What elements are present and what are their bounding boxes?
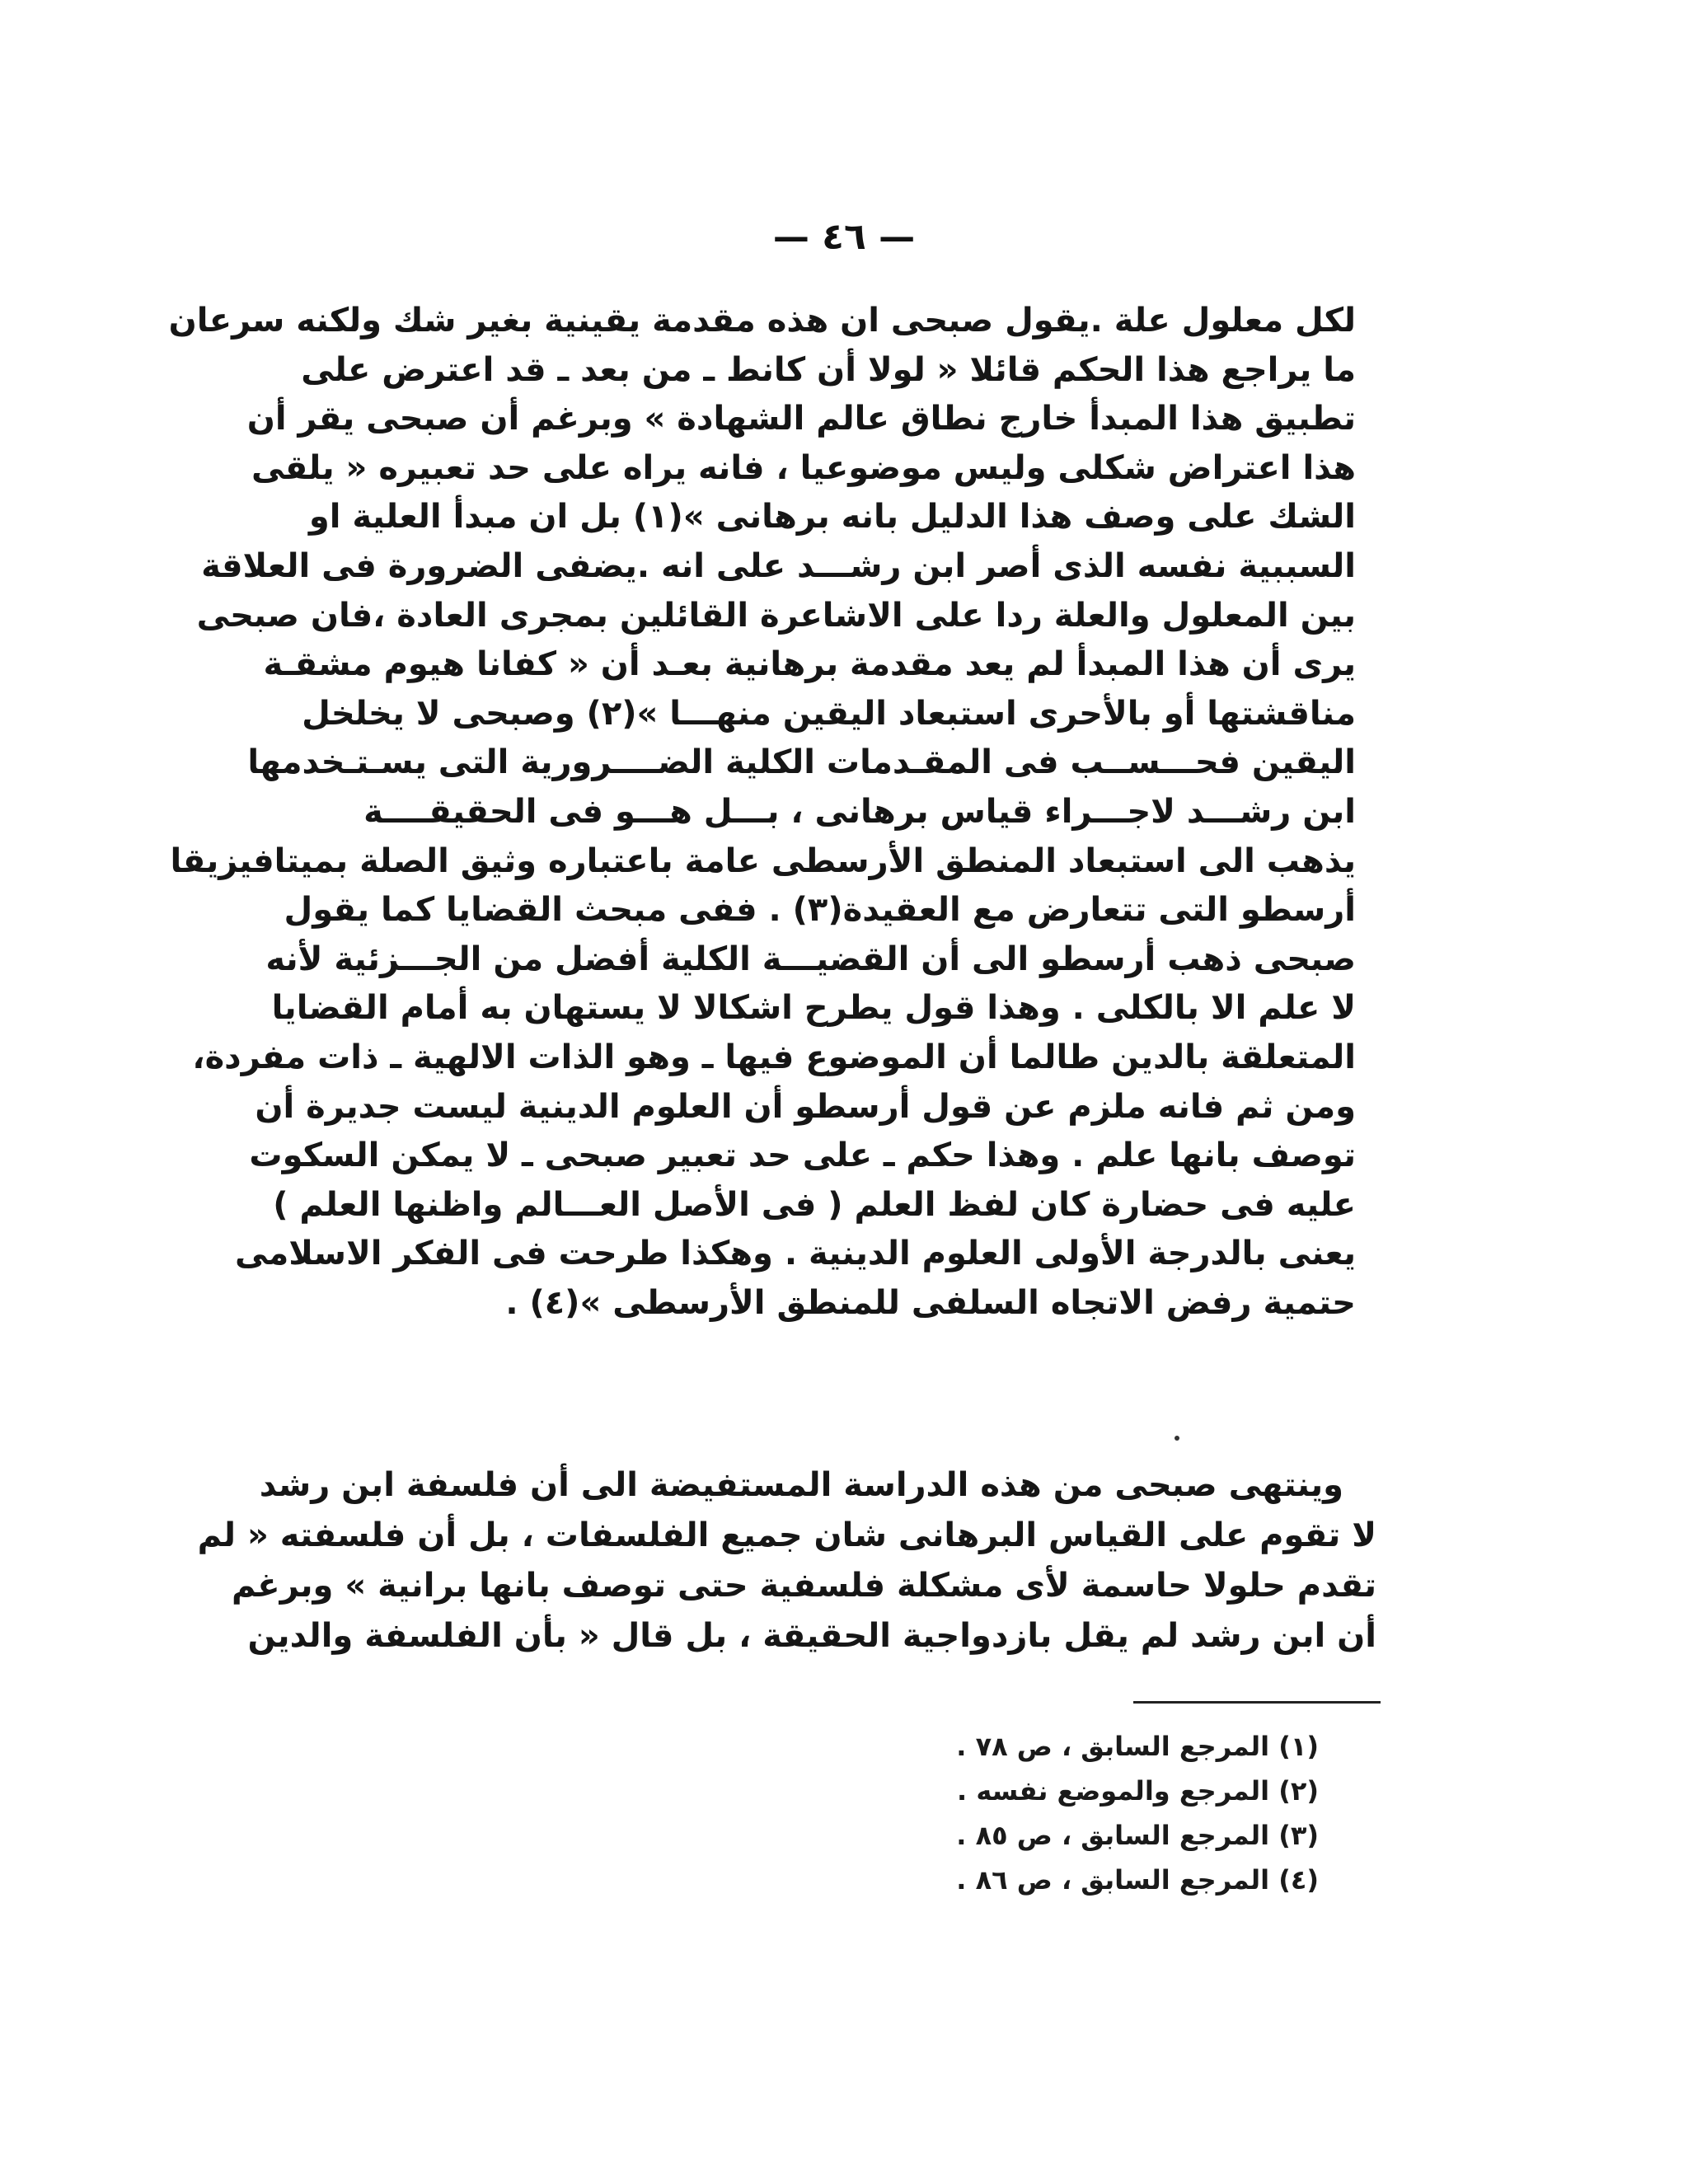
paragraph-line: لكل معلول علة .يقول صبحى ان هذه مقدمة يقينية بغير شك ولكنه سرعان [168,302,1356,340]
paragraph-line: المتعلقة بالدين طالما أن الموضوع فيها ـ وهو الذات الالهية ـ ذات مفردة، [192,1038,1356,1076]
paragraph-line: أن ابن رشد لم يقل بازدواجية الحقيقة ، بل قال « بأن الفلسفة والدين [247,1617,1376,1655]
paragraph-line: أرسطو التى تتعارض مع العقيدة(٣) . ففى مبحث القضايا كما يقول [284,891,1356,930]
paragraph-line: اليقين فحـــســب فى المقـدمات الكلية الضــــرورية التى يسـتـخدمها [247,743,1356,782]
paragraph-line: مناقشتها أو بالأحرى استبعاد اليقين منهـــا »(٢) وصبحى لا يخلخل [302,694,1356,733]
paragraph-line: السببية نفسه الذى أصر ابن رشـــد على انه .يضفى الضرورة فى العلاقة [201,546,1356,585]
paragraph-line: بين المعلول والعلة ردا على الاشاعرة القائلين بمجرى العادة ،فان صبحى [196,596,1356,635]
paragraph-line: لا علم الا بالكلى . وهذا قول يطرح اشكالا لا يستهان به أمام القضايا [271,989,1356,1028]
paragraph-line: يذهب الى استبعاد المنطق الأرسطى عامة باعتباره وثيق الصلة بميتافيزيقا [170,841,1356,880]
body-paragraph-1 [168,297,1356,1328]
paragraph-line: يعنى بالدرجة الأولى العلوم الدينية . وهكذا طرحت فى الفكر الاسلامى [235,1235,1356,1273]
paragraph-line: عليه فى حضارة كان لفظ العلم ( فى الأصل العـــالم واظنها العلم ) [273,1185,1356,1224]
footnote-item: (٤) المرجع السابق ، ص ٨٦ . [956,1864,1319,1896]
paragraph-line: ابن رشـــد لاجـــراء قياس برهانى ، بـــل هـــو فى الحقيقــــة [363,792,1356,831]
paragraph-line: هذا اعتراض شكلى وليس موضوعيا ، فانه يراه على حد تعبيره « يلقى [251,448,1356,487]
paragraph-line: وينتهى صبحى من هذه الدراسة المستفيضة الى أن فلسفة ابن رشد [259,1466,1343,1504]
paragraph-line: تقدم حلولا حاسمة لأى مشكلة فلسفية حتى توصف بانها برانية » وبرغم [231,1567,1376,1605]
footnote-item: (٣) المرجع السابق ، ص ٨٥ . [956,1820,1319,1851]
paragraph-line: صبحى ذهب أرسطو الى أن القضيـــة الكلية أفضل من الجـــزئية لأنه [265,940,1356,978]
paragraph-line: ما يراجع هذا الحكم قائلا « لولا أن كانط ـ من بعد ـ قد اعترض على [301,350,1356,389]
footnote-divider [1133,1701,1381,1704]
page-number: — ٤٦ — [772,216,916,258]
body-paragraph-2 [197,1460,1376,1661]
footnotes [824,1724,1319,1902]
paragraph-line: حتمية رفض الاتجاه السلفى للمنطق الأرسطى »(٤) . [505,1283,1356,1322]
paragraph-line: توصف بانها علم . وهذا حكم ـ على حد تعبير صبحى ـ لا يمكن السكوت [249,1137,1356,1175]
paragraph-line: تطبيق هذا المبدأ خارج نطاق عالم الشهادة » وبرغم أن صبحى يقر أن [246,400,1356,438]
paragraph-line: ومن ثم فانه ملزم عن قول أرسطو أن العلوم الدينية ليست جديرة أن [255,1087,1356,1126]
paragraph-line: الشك على وصف هذا الدليل بانه برهانى »(١) بل ان مبدأ العلية او [308,498,1356,537]
footnote-item: (١) المرجع السابق ، ص ٧٨ . [956,1731,1319,1762]
footnote-item: (٢) المرجع والموضع نفسه . [957,1775,1319,1807]
scan-speck [1175,1436,1179,1441]
paragraph-line: لا تقوم على القياس البرهانى شان جميع الفلسفات ، بل أن فلسفته « لم [197,1516,1376,1554]
paragraph-line: يرى أن هذا المبدأ لم يعد مقدمة برهانية بعـد أن « كفانا هيوم مشقـة [263,645,1356,684]
